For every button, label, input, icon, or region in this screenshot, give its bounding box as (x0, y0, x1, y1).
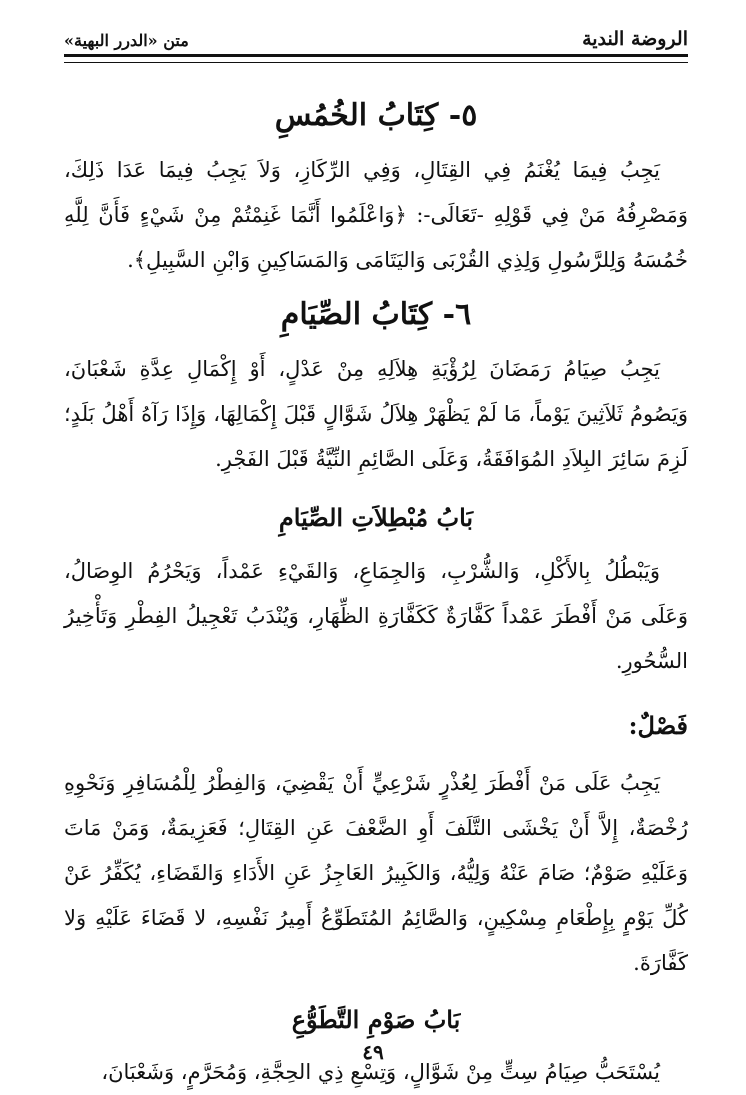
header-book-title: الروضة الندية (582, 28, 688, 50)
page-content (64, 84, 688, 1095)
paragraph-fasl: يَجِبُ عَلَى مَنْ أَفْطَرَ لِعُذْرٍ شَرْعِيٍّ أَنْ يَقْضِيَ، وَالفِطْرُ لِلْمُسَافِرِ وَنَحْوِهِ رُخْصَةٌ، إِلاَّ أَنْ يَخْشَى التَّلَفَ أَوِ الضَّعْفَ عَنِ القِتَالِ؛ فَعَزِيمَةٌ، وَمَنْ مَاتَ وَعَلَيْهِ صَوْمٌ؛ صَامَ عَنْهُ وَلِيُّهُ، وَالكَبِيرُ العَاجِزُ عَنِ الأَدَاءِ وَالقَضَاءِ، يُكَفِّرُ عَنْ كُلِّ يَوْمٍ بِإِطْعَامِ مِسْكِينٍ، وَالصَّائِمُ المُتَطَوِّعُ أَمِيرُ نَفْسِهِ، لا قَضَاءَ عَلَيْهِ وَلا كَفَّارَةَ. (64, 770, 688, 975)
header-subtitle: متن «الدرر البهية» (64, 31, 189, 50)
header-divider (64, 62, 688, 63)
section-heading-mubtilat: بَابُ مُبْطِلاَتِ الصِّيَامِ (278, 503, 474, 532)
paragraph-khums: يَجِبُ فِيمَا يُغْنَمُ فِي القِتَالِ، وَفِي الرِّكَازِ، وَلاَ يَجِبُ فِيمَا عَدَا ذَلِكَ، وَمَصْرِفُهُ مَنْ فِي قَوْلِهِ -تَعَالَى-: ﴿وَاعْلَمُوا أَنَّمَا غَنِمْتُمْ مِنْ شَيْءٍ فَأَنَّ لِلَّهِ خُمُسَهُ وَلِلرَّسُولِ وَلِذِي القُرْبَى وَاليَتَامَى وَالمَسَاكِينِ وَابْنِ السَّبِيلِ﴾. (64, 158, 688, 272)
chapter-heading-siyam: ٦- كِتَابُ الصِّيَامِ (280, 297, 472, 332)
section-heading-fasl: فَصْلٌ: (628, 710, 688, 740)
paragraph-siyam: يَجِبُ صِيَامُ رَمَضَانَ لِرُؤْيَةِ هِلاَلِهِ مِنْ عَدْلٍ، أَوْ إِكْمَالِ عِدَّةِ شَعْبَانَ، وَيَصُومُ ثَلاَثِينَ يَوْماً، مَا لَمْ يَظْهَرْ هِلاَلُ شَوَّالٍ قَبْلَ إِكْمَالِهَا، وَإِذَا رَآهُ أَهْلُ بَلَدٍ؛ لَزِمَ سَائِرَ البِلاَدِ المُوَافَقَةُ، وَعَلَى الصَّائِمِ النِّيَّةُ قَبْلَ الفَجْرِ. (64, 357, 688, 471)
paragraph-tatawwu: يُسْتَحَبُّ صِيَامُ سِتٍّ مِنْ شَوَّالٍ، وَتِسْعِ ذِي الحِجَّةِ، وَمُحَرَّمٍ، وَشَعْبَانَ، (101, 1060, 660, 1085)
paragraph-mubtilat: وَيَبْطُلُ بِالأَكْلِ، وَالشُّرْبِ، وَالجِمَاعِ، وَالقَيْءِ عَمْداً، وَيَحْرُمُ الوِصَالُ، وَعَلَى مَنْ أَفْطَرَ عَمْداً كَفَّارَةٌ كَكَفَّارَةِ الظِّهَارِ، وَيُنْدَبُ تَعْجِيلُ الفِطْرِ وَتَأْخِيرُ السُّحُورِ. (64, 558, 688, 673)
chapter-heading-khums: ٥- كِتَابُ الخُمُسِ (274, 98, 478, 133)
section-heading-tatawwu: بَابُ صَوْمِ التَّطَوُّعِ (291, 1004, 461, 1034)
running-header (64, 28, 688, 57)
page-number: ٤٩ (362, 1040, 384, 1064)
